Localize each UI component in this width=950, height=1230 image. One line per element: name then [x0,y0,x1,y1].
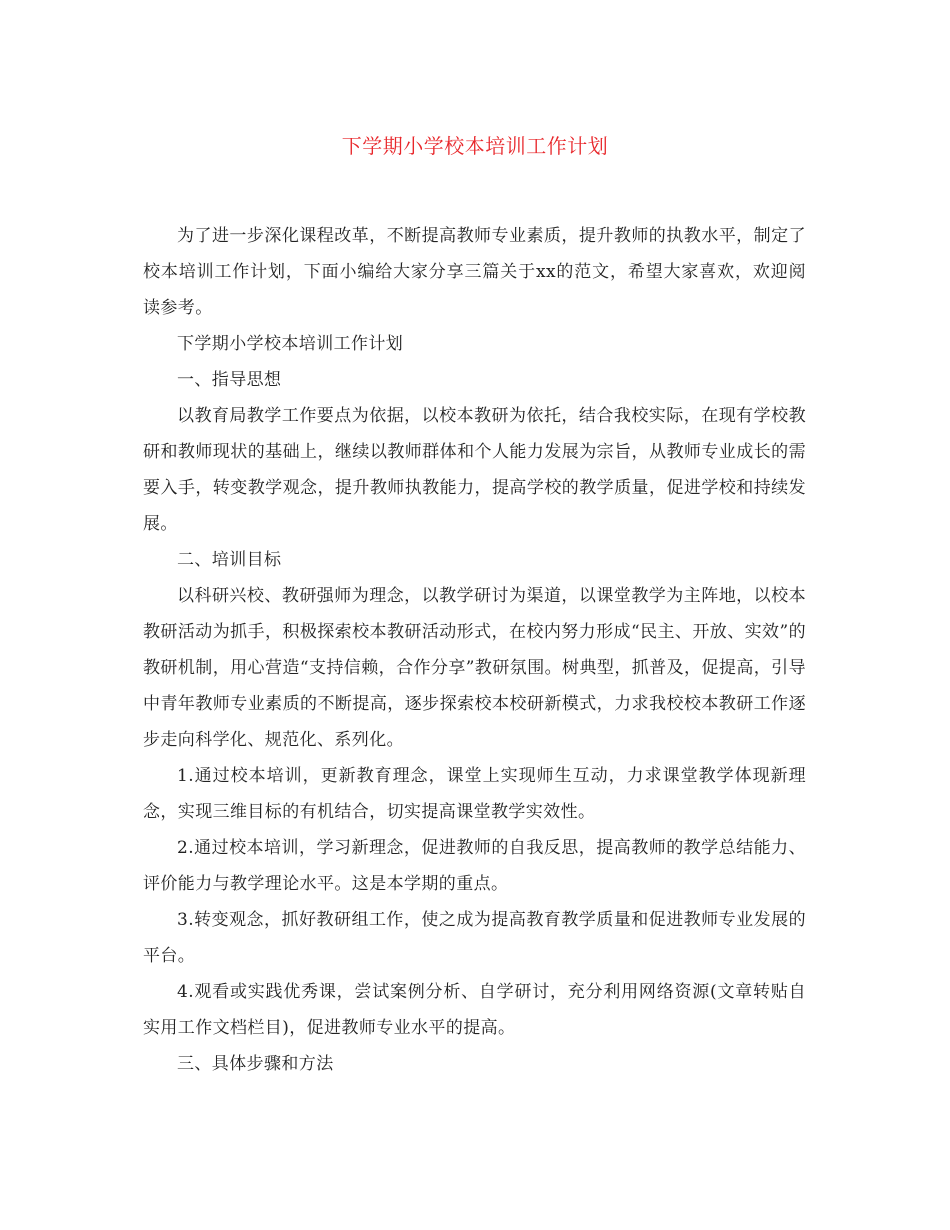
list-item-goal-4: 4.观看或实践优秀课，尝试案例分析、自学研讨，充分利用网络资源(文章转贴自实用工作文档栏目)，促进教师专业水平的提高。 [143,982,806,1038]
paragraph-subtitle: 下学期小学校本培训工作计划 [177,334,404,354]
document-body [143,218,806,1082]
paragraph-training-goals: 以科研兴校、教研强师为理念，以教学研讨为渠道，以课堂教学为主阵地，以校本教研活动为抓手，积极探索校本教研活动形式，在校内努力形成“民主、开放、实效”的教研机制，用心营造“支持信赖，合作分享”教研氛围。树典型，抓普及，促提高，引导中青年教师专业素质的不断提高，逐步探索校本校研新模式，力求我校校本教研工作逐步走向科学化、规范化、系列化。 [143,586,806,750]
section-heading-steps-methods: 三、具体步骤和方法 [177,1054,334,1074]
paragraph-intro: 为了进一步深化课程改革，不断提高教师专业素质，提升教师的执教水平，制定了校本培训工作计划，下面小编给大家分享三篇关于xx的范文，希望大家喜欢，欢迎阅读参考。 [143,226,806,318]
section-heading-guiding-ideology: 一、指导思想 [177,370,282,390]
section-heading-training-goals: 二、培训目标 [177,550,282,570]
document-title: 下学期小学校本培训工作计划 [341,134,609,158]
list-item-goal-3: 3.转变观念，抓好教研组工作，使之成为提高教育教学质量和促进教师专业发展的平台。 [143,910,806,966]
list-item-goal-2: 2.通过校本培训，学习新理念，促进教师的自我反思，提高教师的教学总结能力、评价能力与教学理论水平。这是本学期的重点。 [143,838,806,894]
paragraph-guiding-ideology: 以教育局教学工作要点为依据，以校本教研为依托，结合我校实际，在现有学校教研和教师现状的基础上，继续以教师群体和个人能力发展为宗旨，从教师专业成长的需要入手，转变教学观念，提升教师执教能力，提高学校的教学质量，促进学校和持续发展。 [143,406,806,534]
list-item-goal-1: 1.通过校本培训，更新教育理念，课堂上实现师生互动，力求课堂教学体现新理念，实现三维目标的有机结合，切实提高课堂教学实效性。 [143,766,806,822]
